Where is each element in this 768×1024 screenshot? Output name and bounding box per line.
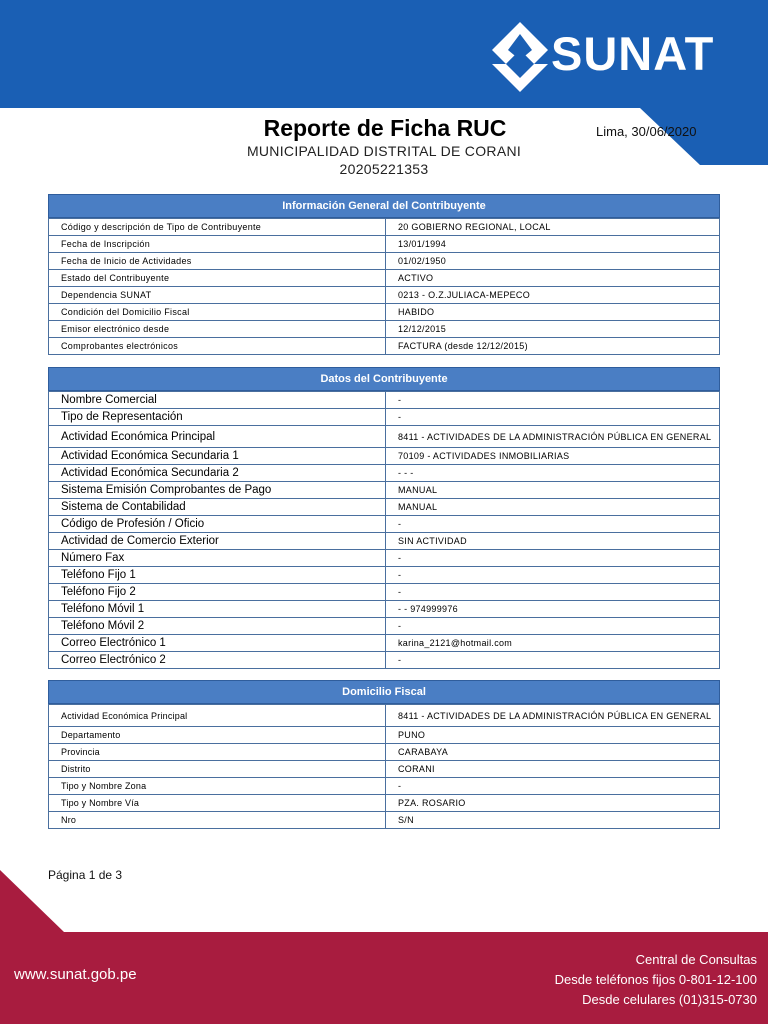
row-label: Departamento [49, 727, 386, 743]
row-value: ACTIVO [398, 273, 434, 283]
taxpayer-data-rows [48, 391, 720, 669]
logo-wordmark: SUNAT [551, 27, 715, 80]
taxpayer-name: MUNICIPALIDAD DISTRITAL DE CORANI [246, 143, 522, 159]
row-label: Provincia [49, 744, 386, 760]
row-value: CORANI [398, 764, 435, 774]
row-value: S/N [398, 815, 414, 825]
table-row [49, 634, 719, 651]
table-row [49, 651, 719, 668]
table-row [49, 286, 719, 303]
table-row [49, 391, 719, 408]
table-row [49, 743, 719, 760]
table-row [49, 408, 719, 425]
fiscal-address-rows [48, 704, 720, 829]
row-value: - [398, 553, 402, 563]
general-info-rows [48, 218, 720, 355]
fiscal-address-heading: Domicilio Fiscal [48, 680, 720, 704]
row-label: Teléfono Móvil 2 [49, 618, 386, 634]
table-row [49, 269, 719, 286]
row-label: Condición del Domicilio Fiscal [49, 304, 386, 320]
row-value: MANUAL [398, 502, 438, 512]
row-value: 13/01/1994 [398, 239, 447, 249]
table-row [49, 337, 719, 354]
taxpayer-ruc: 20205221353 [339, 161, 429, 177]
table-row [49, 704, 719, 726]
row-label: Sistema Emisión Comprobantes de Pago [49, 482, 386, 498]
row-label: Código de Profesión / Oficio [49, 516, 386, 532]
row-value: - [398, 412, 402, 422]
row-label: Teléfono Fijo 2 [49, 584, 386, 600]
row-label: Actividad Económica Principal [49, 705, 386, 726]
contact-info [555, 950, 757, 1010]
row-label: Emisor electrónico desde [49, 321, 386, 337]
table-row [49, 447, 719, 464]
row-value: - [398, 395, 402, 405]
row-label: Teléfono Fijo 1 [49, 567, 386, 583]
table-row [49, 549, 719, 566]
table-row [49, 566, 719, 583]
table-row [49, 583, 719, 600]
row-label: Tipo de Representación [49, 409, 386, 425]
table-row [49, 515, 719, 532]
row-label: Número Fax [49, 550, 386, 566]
row-label: Dependencia SUNAT [49, 287, 386, 303]
row-value: 70109 - ACTIVIDADES INMOBILIARIAS [398, 451, 570, 461]
row-label: Nro [49, 812, 386, 828]
row-value: 8411 - ACTIVIDADES DE LA ADMINISTRACIÓN PÚBLICA EN GENERAL [398, 431, 712, 442]
contact-fixed-phone: Desde teléfonos fijos 0-801-12-100 [554, 972, 757, 987]
page-title: Reporte de Ficha RUC [263, 115, 507, 141]
row-label: Actividad de Comercio Exterior [49, 533, 386, 549]
row-value: karina_2121@hotmail.com [398, 638, 513, 648]
row-label: Distrito [49, 761, 386, 777]
row-value: - [398, 570, 402, 580]
table-row [49, 811, 719, 828]
row-value: - [398, 587, 402, 597]
table-row [49, 425, 719, 447]
table-row [49, 218, 719, 235]
table-row [49, 303, 719, 320]
website-link[interactable]: www.sunat.gob.pe [14, 966, 137, 983]
row-label: Nombre Comercial [49, 392, 386, 408]
row-value: - [398, 781, 402, 791]
table-row [49, 617, 719, 634]
row-label: Correo Electrónico 2 [49, 652, 386, 668]
table-row [49, 726, 719, 743]
general-info-table [48, 194, 720, 355]
table-row [49, 777, 719, 794]
row-value: - [398, 519, 402, 529]
table-row [49, 320, 719, 337]
table-row [49, 252, 719, 269]
taxpayer-data-table [48, 367, 720, 669]
row-value: SIN ACTIVIDAD [398, 536, 467, 546]
row-label: Código y descripción de Tipo de Contribuyente [49, 219, 386, 235]
table-row [49, 481, 719, 498]
row-value: 8411 - ACTIVIDADES DE LA ADMINISTRACIÓN PÚBLICA EN GENERAL [398, 710, 712, 721]
row-value: - - 974999976 [398, 604, 458, 614]
row-value: HABIDO [398, 307, 435, 317]
row-label: Actividad Económica Secundaria 1 [49, 448, 386, 464]
row-label: Fecha de Inicio de Actividades [49, 253, 386, 269]
table-row [49, 532, 719, 549]
row-value: 20 GOBIERNO REGIONAL, LOCAL [398, 222, 551, 232]
table-row [49, 235, 719, 252]
row-label: Actividad Económica Principal [49, 426, 386, 447]
row-value: MANUAL [398, 485, 438, 495]
contact-mobile-phone: Desde celulares (01)315-0730 [582, 992, 757, 1007]
contact-title: Central de Consultas [635, 952, 757, 967]
general-info-heading: Información General del Contribuyente [48, 194, 720, 218]
table-row [49, 498, 719, 515]
row-value: 0213 - O.Z.JULIACA-MEPECO [398, 290, 531, 300]
row-value: 01/02/1950 [398, 256, 447, 266]
fiscal-address-table [48, 680, 720, 829]
row-value: - - - [398, 468, 414, 478]
row-label: Sistema de Contabilidad [49, 499, 386, 515]
row-value: PZA. ROSARIO [398, 798, 466, 808]
row-label: Actividad Económica Secundaria 2 [49, 465, 386, 481]
row-label: Teléfono Móvil 1 [49, 601, 386, 617]
row-value: - [398, 655, 402, 665]
table-row [49, 464, 719, 481]
row-label: Fecha de Inscripción [49, 236, 386, 252]
report-date: Lima, 30/06/2020 [596, 124, 697, 139]
row-value: PUNO [398, 730, 426, 740]
row-value: FACTURA (desde 12/12/2015) [398, 341, 528, 351]
taxpayer-data-heading: Datos del Contribuyente [48, 367, 720, 391]
table-row [49, 600, 719, 617]
row-label: Tipo y Nombre Zona [49, 778, 386, 794]
row-label: Comprobantes electrónicos [49, 338, 386, 354]
row-label: Tipo y Nombre Vía [49, 795, 386, 811]
table-row [49, 794, 719, 811]
row-label: Estado del Contribuyente [49, 270, 386, 286]
row-value: - [398, 621, 402, 631]
table-row [49, 760, 719, 777]
page-number: Página 1 de 3 [48, 868, 123, 882]
row-value: 12/12/2015 [398, 324, 447, 334]
row-value: CARABAYA [398, 747, 449, 757]
row-label: Correo Electrónico 1 [49, 635, 386, 651]
